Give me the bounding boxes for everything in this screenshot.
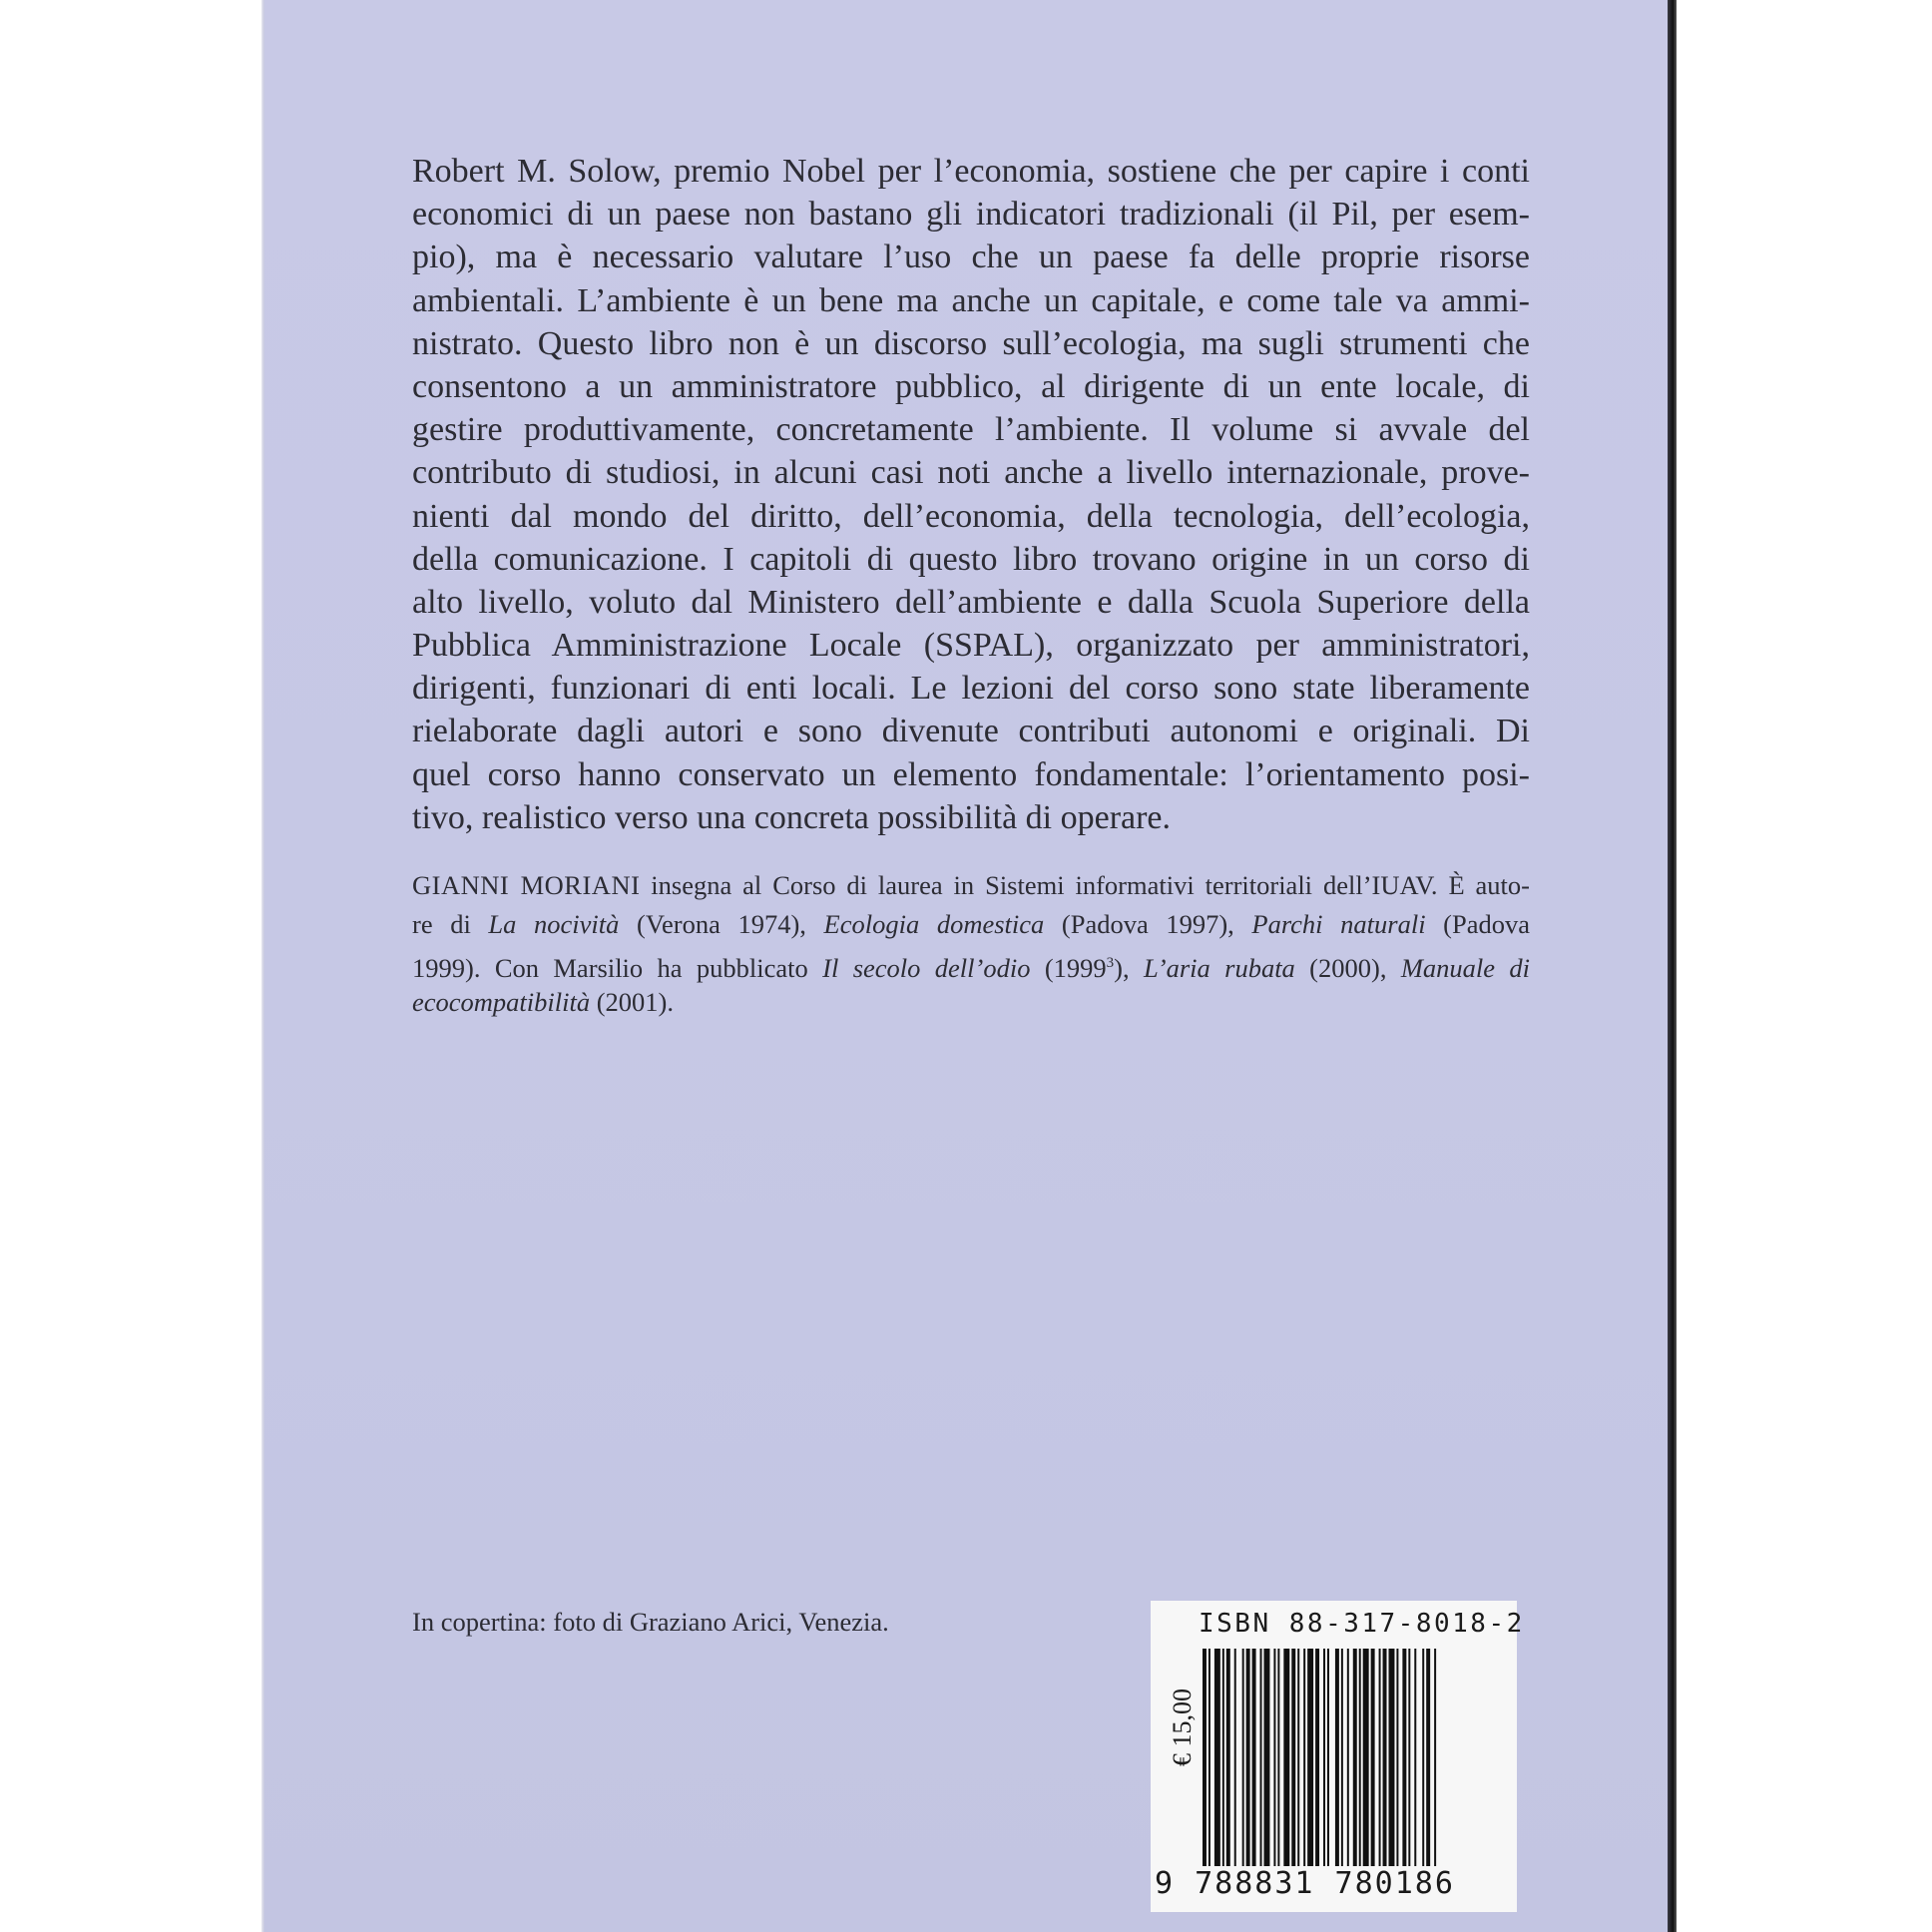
bio-line: [412, 944, 1530, 983]
barcode-bar: [1260, 1649, 1262, 1866]
bio-line: [412, 905, 1530, 944]
blurb-line: nienti dal mondo del diritto, dell’economia, della tecnologia, dell’ecologia,: [412, 497, 1530, 535]
bio-text: (2000),: [1294, 952, 1401, 983]
blurb-line: nistrato. Questo libro non è un discorso sull’ecologia, ma sugli strumenti che: [412, 324, 1530, 362]
blurb-line: economici di un paese non bastano gli indicatori tradizionali (il Pil, per esem-: [412, 196, 1530, 234]
barcode-bar: [1341, 1649, 1343, 1866]
blurb-line: Pubblica Amministrazione Locale (SSPAL), organizzato per amministratori,: [412, 627, 1530, 665]
blurb-line: Robert M. Solow, premio Nobel per l’economia, sostiene che per capire i conti: [412, 153, 1530, 190]
barcode-bar: [1214, 1649, 1220, 1866]
bio-text: (Verona 1974),: [619, 909, 824, 939]
bio-text: re di: [412, 909, 489, 939]
barcode: [1199, 1649, 1510, 1866]
barcode-bar: [1388, 1649, 1394, 1866]
book-title: L’aria rubata: [1144, 952, 1295, 983]
blurb-line: contributo di studiosi, in alcuni casi noti anche a livello internazionale, prove-: [412, 454, 1530, 492]
barcode-bar: [1353, 1649, 1357, 1866]
book-title: ecocompatibilità: [412, 987, 591, 1017]
book-title: Manuale di: [1400, 952, 1531, 983]
barcode-bar: [1264, 1649, 1270, 1866]
barcode-bar: [1379, 1649, 1381, 1866]
edition-superscript: 3: [1106, 955, 1115, 971]
blurb-line: della comunicazione. I capitoli di questo libro trovano origine in un corso di: [412, 540, 1530, 578]
barcode-bar: [1273, 1649, 1275, 1866]
blurb-line: consentono a un amministratore pubblico, al dirigente di un ente locale, di: [412, 367, 1530, 405]
barcode-bar: [1277, 1649, 1279, 1866]
barcode-bar: [1335, 1649, 1339, 1866]
blurb-paragraph: [412, 150, 1530, 839]
bio-text: 1999). Con Marsilio ha pubblicato: [412, 952, 823, 983]
barcode-bar: [1208, 1649, 1210, 1866]
barcode-bar: [1226, 1649, 1230, 1866]
blurb-line: quel corso hanno conservato un elemento fondamentale: l’orientamento posi-: [412, 755, 1530, 793]
book-title: Il secolo dell’odio: [822, 952, 1031, 983]
cover-photo-credit: In copertina: foto di Graziano Arici, Venezia.: [412, 1607, 889, 1637]
barcode-bar: [1323, 1649, 1325, 1866]
ean-digits: 9 788831 780186: [1155, 1866, 1455, 1901]
blurb-line: pio), ma è necessario valutare l’uso che un paese fa delle proprie risorse: [412, 239, 1530, 276]
book-title: Ecologia domestica: [823, 909, 1045, 939]
barcode-bar: [1359, 1649, 1361, 1866]
book-title: La nocività: [488, 909, 620, 939]
barcode-bar: [1396, 1649, 1398, 1866]
barcode-bar: [1252, 1649, 1256, 1866]
price: € 15,00: [1168, 1689, 1197, 1766]
blurb-line-last: tivo, realistico verso una concreta possibilità di operare.: [412, 798, 1172, 836]
barcode-bar: [1291, 1649, 1295, 1866]
barcode-bar: [1307, 1649, 1313, 1866]
author-bio: [412, 866, 1530, 1022]
bio-text: (1999: [1030, 952, 1107, 983]
barcode-bar: [1246, 1649, 1250, 1866]
bio-text: insegna al Corso di laurea in Sistemi informativi territoriali dell’IUAV. È auto-: [640, 870, 1530, 900]
barcode-bar: [1363, 1649, 1369, 1866]
barcode-bar: [1414, 1649, 1416, 1866]
blurb-line: ambientali. L’ambiente è un bene ma anche un capitale, e come tale va ammi-: [412, 281, 1530, 319]
barcode-bar: [1283, 1649, 1289, 1866]
barcode-bar: [1383, 1649, 1387, 1866]
bio-text: (Padova 1997),: [1044, 909, 1252, 939]
barcode-bar: [1203, 1649, 1207, 1866]
blurb-line: alto livello, voluto dal Ministero dell’ambiente e dalla Scuola Superiore della: [412, 583, 1530, 621]
barcode-bar: [1327, 1649, 1329, 1866]
barcode-bar: [1242, 1649, 1244, 1866]
barcode-bar: [1303, 1649, 1305, 1866]
barcode-bar: [1371, 1649, 1375, 1866]
barcode-bar: [1315, 1649, 1319, 1866]
cover-spine-edge: [1668, 0, 1677, 1932]
book-title: Parchi naturali: [1251, 909, 1426, 939]
barcode-bar: [1402, 1649, 1406, 1866]
blurb-line: gestire produttivamente, concretamente l’ambiente. Il volume si avvale del: [412, 411, 1530, 449]
barcode-bar: [1347, 1649, 1349, 1866]
barcode-bar: [1422, 1649, 1424, 1866]
barcode-bar: [1222, 1649, 1224, 1866]
barcode-bar: [1297, 1649, 1299, 1866]
bio-text: ),: [1114, 952, 1144, 983]
bio-line: [412, 866, 1530, 905]
barcode-bar: [1426, 1649, 1430, 1866]
bio-text: (Padova: [1425, 909, 1531, 939]
author-name: GIANNI MORIANI: [412, 870, 641, 900]
bio-text: (2001).: [590, 987, 675, 1017]
bio-line: [412, 983, 1530, 1022]
blurb-line: dirigenti, funzionari di enti locali. Le lezioni del corso sono state liberamente: [412, 670, 1530, 708]
barcode-bar: [1434, 1649, 1436, 1866]
blurb-line: rielaborate dagli autori e sono divenute contributi autonomi e originali. Di: [412, 713, 1530, 750]
isbn-number: ISBN 88-317-8018-2: [1199, 1609, 1525, 1639]
barcode-bar: [1408, 1649, 1410, 1866]
barcode-bar: [1234, 1649, 1236, 1866]
